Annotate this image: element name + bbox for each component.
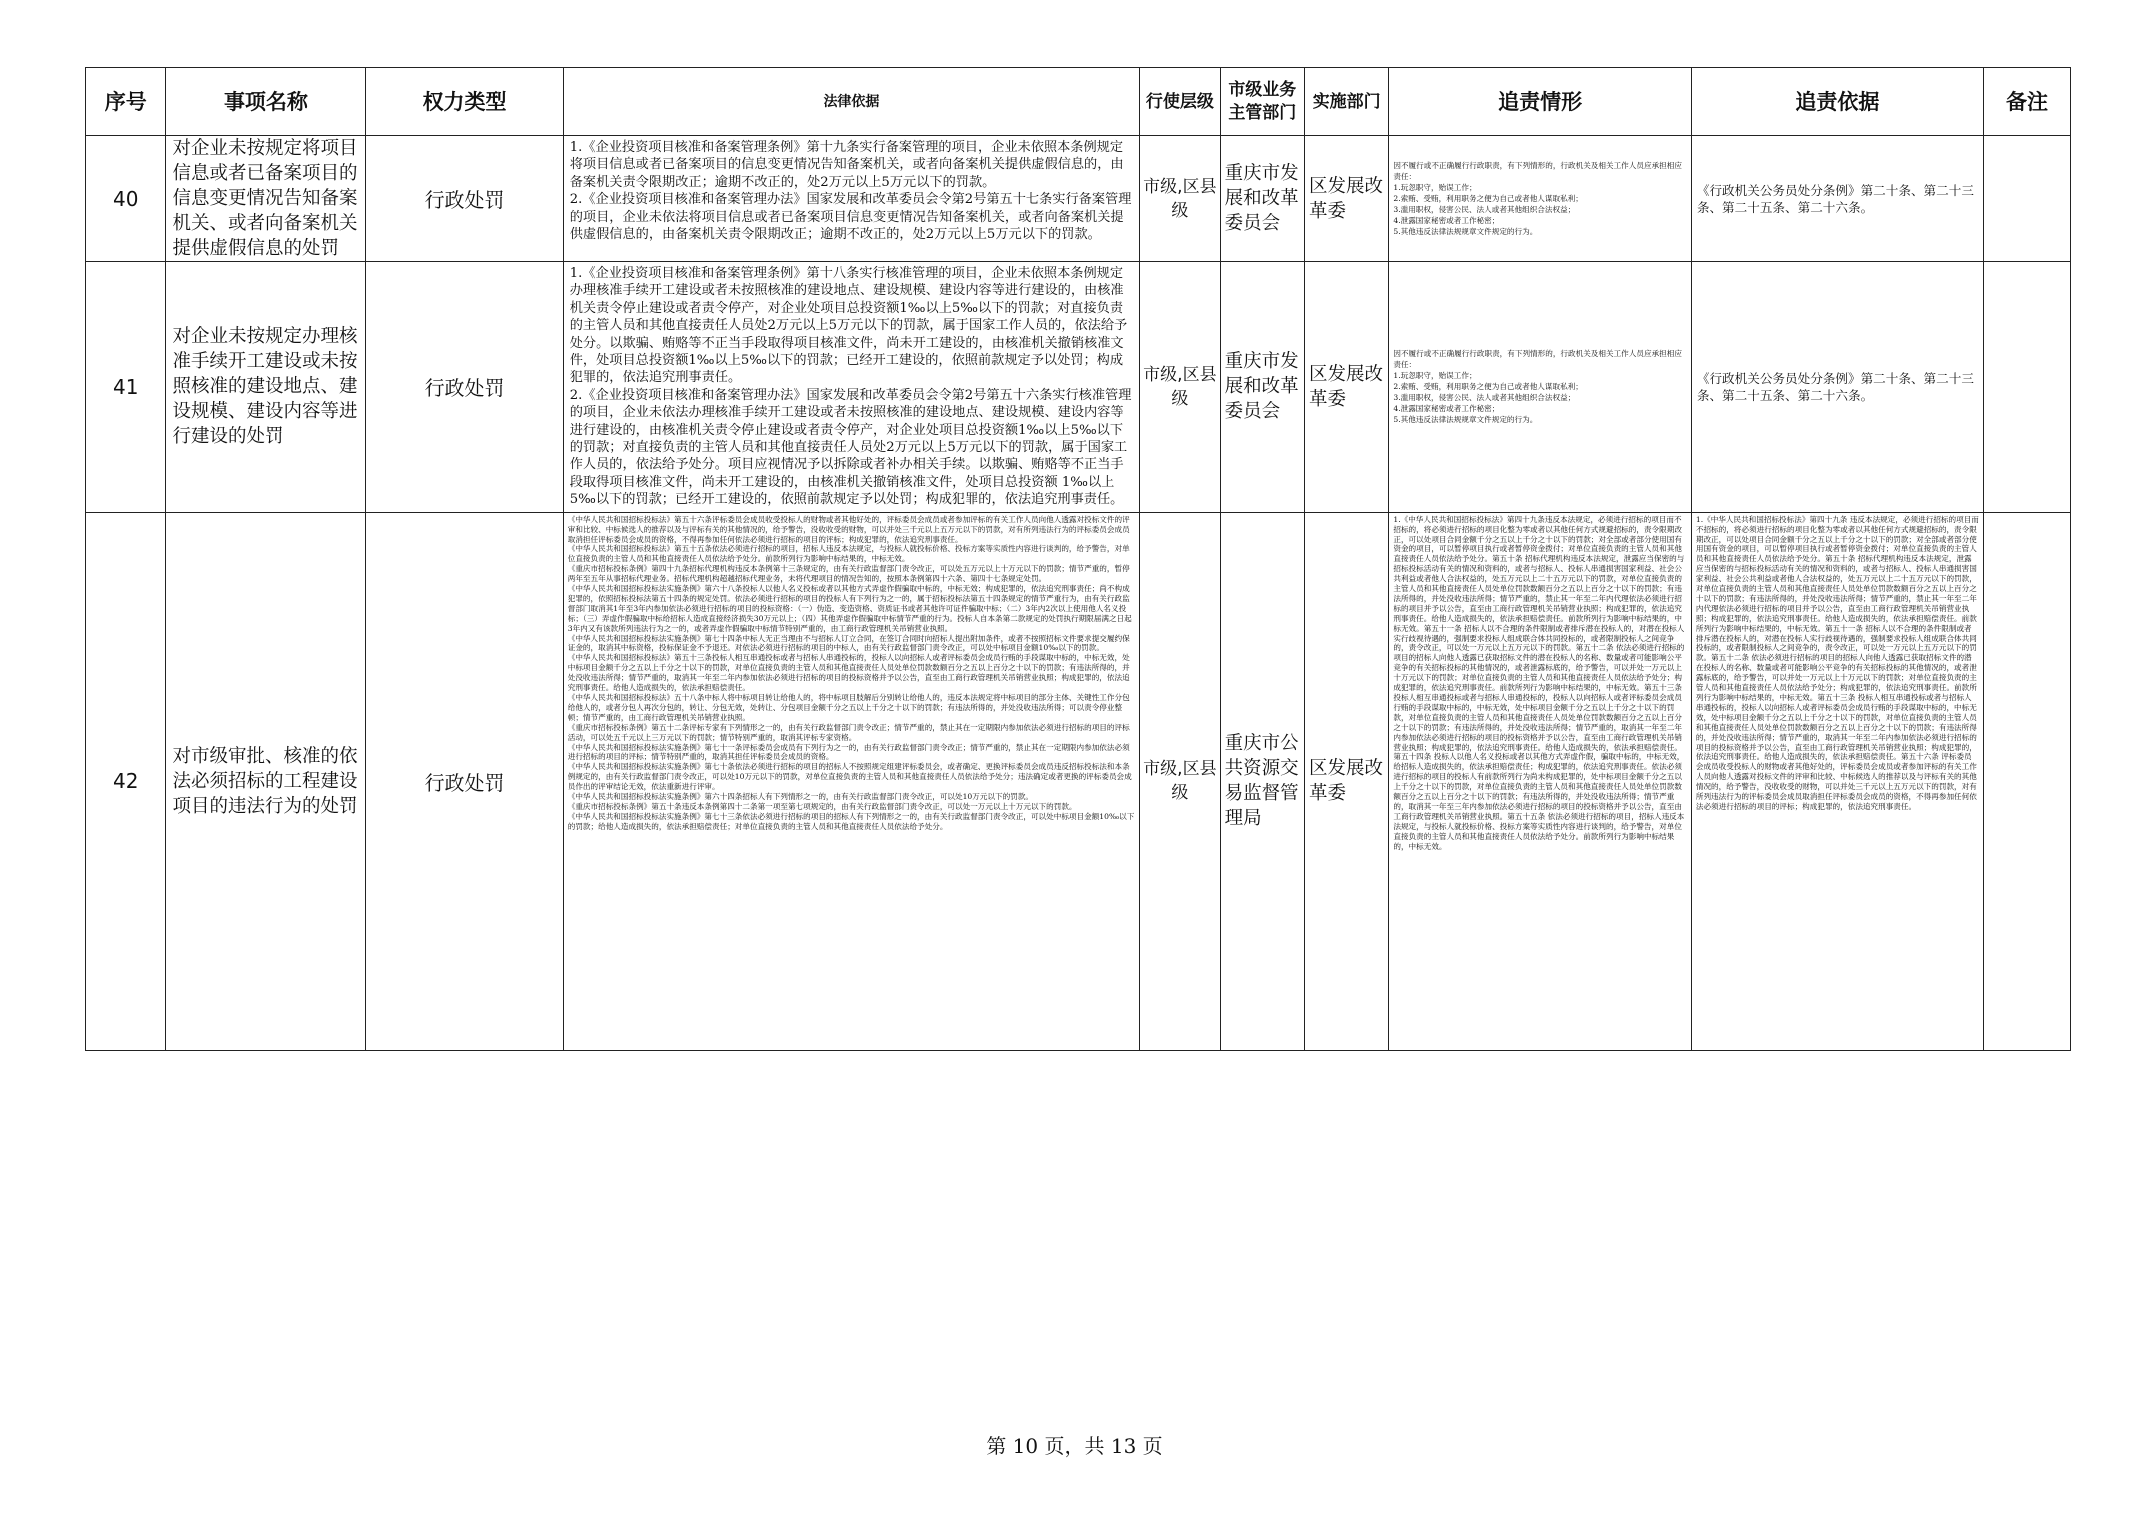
- header-duty-basis: 追责依据: [1691, 68, 1983, 136]
- row-no: 40: [86, 136, 166, 262]
- row-duty-basis: [1691, 512, 1983, 1050]
- table-row: [86, 512, 2071, 1050]
- row-duty-text: 因不履行或不正确履行行政职责，有下列情形的，行政机关及相关工作人员应承担相应责任： 1.玩忽职守，贻误工作； 2.索贿、受贿，利用职务之便为自己或者他人谋取私利； 3.滥用职权，侵害公民、法人或者其他组织合法权益； 4.泄露国家秘密或者工作秘密； 5.其他违反法律法规规章文件规定的行为。: [1393, 161, 1682, 236]
- row-duty: [1389, 136, 1691, 262]
- row-dept: 重庆市公共资源交易监督管理局: [1220, 512, 1304, 1050]
- row-duty-text: 1.《中华人民共和国招标投标法》第四十九条违反本法规定，必须进行招标的项目而不招标的，将必须进行招标的项目化整为零或者以其他任何方式规避招标的，责令限期改正，可以处项目合同金额千分之五以上千分之十以下的罚款；对全部或者部分使用国有资金的项目，可以暂停项目执行或者暂停资金拨付；对单位直接负责的主管人员和其他直接责任人员依法给予处分。第五十条 招标代理机构违反本法规定，泄露应当保密的与招标投标活动有关的情况和资料的，或者与招标人、投标人串通损害国家利益、社会公共利益或者他人合法权益的，处五万元以上二十五万元以下的罚款，对单位直接负责的主管人员和其他直接责任人员处单位罚款数额百分之五以上百分之十以下的罚款；有违法所得的，并处没收违法所得；情节严重的，禁止其一年至二年内代理依法必须进行招标的项目并予以公告，直至由工商行政管理机关吊销营业执照；构成犯罪的，依法追究刑事责任。给他人造成损失的，依法承担赔偿责任。前款所列行为影响中标结果的，中标无效。第五十一条 招标人以不合理的条件限制或者排斥潜在投标人的，对潜在投标人实行歧视待遇的，强制要求投标人组成联合体共同投标的，或者限制投标人之间竞争的，责令改正，可以处一万元以上五万元以下的罚款。第五十二条 依法必须进行招标的项目的招标人向他人透露已获取招标文件的潜在投标人的名称、数量或者可能影响公平竞争的有关招标投标的其他情况的，或者泄露标底的，给予警告，可以并处一万元以上十万元以下的罚款；对单位直接负责的主管人员和其他直接责任人员依法给予处分；构成犯罪的，依法追究刑事责任。前款所列行为影响中标结果的，中标无效。第五十三条 投标人相互串通投标或者与招标人串通投标的，投标人以向招标人或者评标委员会成员行贿的手段谋取中标的，中标无效，处中标项目金额千分之五以上千分之十以下的罚款，对单位直接负责的主管人员和其他直接责任人员处单位罚款数额百分之五以上百分之十以下的罚款；有违法所得的，并处没收违法所得；情节严重的，取消其一年至二年内参加依法必须进行招标的项目的投标资格并予以公告，直至由工商行政管理机关吊销营业执照；构成犯罪的，依法追究刑事责任。给他人造成损失的，依法承担赔偿责任。第五十四条 投标人以他人名义投标或者以其他方式弄虚作假，骗取中标的，中标无效，给招标人造成损失的，依法承担赔偿责任；构成犯罪的，依法追究刑事责任。依法必须进行招标的项目的投标人有前款所列行为尚未构成犯罪的，处中标项目金额千分之五以上千分之十以下的罚款，对单位直接负责的主管人员和其他直接责任人员处单位罚款数额百分之五以上百分之十以下的罚款；有违法所得的，并处没收违法所得；情节严重的，取消其一年至三年内参加依法必须进行招标的项目的投标资格并予以公告，直至由工商行政管理机关吊销营业执照。第五十五条 依法必须进行招标的项目，招标人违反本法规定，与投标人就投标价格、投标方案等实质性内容进行谈判的，给予警告，对单位直接负责的主管人员和其他直接责任人员依法给予处分。前款所列行为影响中标结果的，中标无效。: [1393, 514, 1685, 851]
- row-duty-text: 因不履行或不正确履行行政职责，有下列情形的，行政机关及相关工作人员应承担相应责任： 1.玩忽职守，贻误工作； 2.索贿、受贿，利用职务之便为自己或者他人谋取私利； 3.滥用职权，侵害公民、法人或者其他组织合法权益； 4.泄露国家秘密或者工作秘密； 5.其他违反法律法规规章文件规定的行为。: [1393, 349, 1682, 425]
- power-list-table: [85, 67, 2071, 1051]
- row-dept: 重庆市发展和改革委员会: [1220, 136, 1304, 262]
- page-footer: 第 10 页，共 13 页: [986, 1434, 1163, 1458]
- row-duty-basis: 《行政机关公务员处分条例》第二十条、第二十三条、第二十五条、第二十六条。: [1691, 136, 1983, 262]
- header-type: 权力类型: [366, 68, 563, 136]
- row-duty-basis: 《行政机关公务员处分条例》第二十条、第二十三条、第二十五条、第二十六条。: [1691, 262, 1983, 513]
- row-type: 行政处罚: [366, 262, 563, 513]
- header-impl: 实施部门: [1305, 68, 1389, 136]
- row-remark: [1983, 136, 2070, 262]
- row-remark: [1983, 262, 2070, 513]
- row-remark: [1983, 512, 2070, 1050]
- row-basis: [563, 262, 1139, 513]
- header-basis: 法律依据: [563, 68, 1139, 136]
- header-row: [86, 68, 2071, 136]
- header-level: 行使层级: [1140, 68, 1220, 136]
- row-basis-text: 1.《企业投资项目核准和备案管理条例》第十八条实行核准管理的项目，企业未依照本条例规定办理核准手续开工建设或者未按照核准的建设地点、建设规模、建设内容等进行建设的，由核准机关责令停止建设或者责令停产，对企业处项目总投资额1‰以上5‰以下的罚款；对直接负责的主管人员和其他直接责任人员处2万元以上5万元以下的罚款，属于国家工作人员的，依法给予处分。以欺骗、贿赂等不正当手段取得项目核准文件，尚未开工建设的，由核准机关撤销核准文件，处项目总投资额1‰以上5‰以下的罚款；已经开工建设的，依照前款规定予以处罚；构成犯罪的，依法追究刑事责任。 2.《企业投资项目核准和备案管理办法》国家发展和改革委员会令第2号第五十六条实行核准管理的项目，企业未依法办理核准手续开工建设或者未按照核准的建设地点、建设规模、建设内容等进行建设的，由核准机关责令停止建设或者责令停产，对企业处项目总投资额1‰以上5‰以下的罚款；对直接负责的主管人员和其他直接责任人员处2万元以上5万元以下的罚款，属于国家工作人员的，依法给予处分。项目应视情况予以拆除或者补办相关手续。以欺骗、贿赂等不正当手段取得项目核准文件，尚未开工建设的，由核准机关撤销核准文件，处项目总投资额 1‰以上5‰以下的罚款；已经开工建设的，依照前款规定予以处罚；构成犯罪的，依法追究刑事责任。: [569, 266, 1132, 508]
- row-impl: 区发展改革委: [1305, 512, 1389, 1050]
- header-no: 序号: [86, 68, 166, 136]
- row-dept: 重庆市发展和改革委员会: [1220, 262, 1304, 513]
- row-no: 42: [86, 512, 166, 1050]
- row-name: 对市级审批、核准的依法必须招标的工程建设项目的违法行为的处罚: [166, 512, 366, 1050]
- row-name: 对企业未按规定将项目信息或者已备案项目的信息变更情况告知备案机关、或者向备案机关提供虚假信息的处罚: [166, 136, 366, 262]
- row-impl: 区发展改革委: [1305, 262, 1389, 513]
- row-duty: [1389, 512, 1691, 1050]
- header-dept: 市级业务主管部门: [1220, 68, 1304, 136]
- row-level: 市级,区县级: [1140, 136, 1220, 262]
- row-duty-basis-text: 1.《中华人民共和国招标投标法》第四十九条 违反本法规定，必须进行招标的项目而不招标的，将必须进行招标的项目化整为零或者以其他任何方式规避招标的，责令限期改正，可以处项目合同金额千分之五以上千分之十以下的罚款；对全部或者部分使用国有资金的项目，可以暂停项目执行或者暂停资金拨付；对单位直接负责的主管人员和其他直接责任人员依法给予处分。第五十条 招标代理机构违反本法规定，泄露应当保密的与招标投标活动有关的情况和资料的，或者与招标人、投标人串通损害国家利益、社会公共利益或者他人合法权益的，处五万元以上二十五万元以下的罚款，对单位直接负责的主管人员和其他直接责任人员处单位罚款数额百分之五以上百分之十以下的罚款；有违法所得的，并处没收违法所得；情节严重的，禁止其一年至二年内代理依法必须进行招标的项目并予以公告，直至由工商行政管理机关吊销营业执照；构成犯罪的，依法追究刑事责任。给他人造成损失的，依法承担赔偿责任。前款所列行为影响中标结果的，中标无效。第五十一条 招标人以不合理的条件限制或者排斥潜在投标人的，对潜在投标人实行歧视待遇的，强制要求投标人组成联合体共同投标的，或者限制投标人之间竞争的，责令改正，可以处一万元以上五万元以下的罚款。第五十二条 依法必须进行招标的项目的招标人向他人透露已获取招标文件的潜在投标人的名称、数量或者可能影响公平竞争的有关招标投标的其他情况的，或者泄露标底的，给予警告，可以并处一万元以上十万元以下的罚款；对单位直接负责的主管人员和其他直接责任人员依法给予处分；构成犯罪的，依法追究刑事责任。前款所列行为影响中标结果的，中标无效。第五十三条 投标人相互串通投标或者与招标人串通投标的，投标人以向招标人或者评标委员会成员行贿的手段谋取中标的，中标无效，处中标项目金额千分之五以上千分之十以下的罚款，对单位直接负责的主管人员和其他直接责任人员处单位罚款数额百分之五以上百分之十以下的罚款；有违法所得的，并处没收违法所得；情节严重的，取消其一年至二年内参加依法必须进行招标的项目的投标资格并予以公告，直至由工商行政管理机关吊销营业执照；构成犯罪的，依法追究刑事责任。给他人造成损失的，依法承担赔偿责任。第五十六条 评标委员会成员收受投标人的财物或者其他好处的，评标委员会成员或者参加评标的有关工作人员向他人透露对投标文件的评审和比较、中标候选人的推荐以及与评标有关的其他情况的，给予警告，没收收受的财物，可以并处三千元以上五万元以下的罚款，对有所列违法行为的评标委员会成员取消担任评标委员会成员的资格，不得再参加任何依法必须进行招标的项目的评标；构成犯罪的，依法追究刑事责任。: [1695, 514, 1979, 811]
- header-remark: 备注: [1983, 68, 2070, 136]
- row-duty: [1389, 262, 1691, 513]
- row-basis-text: 1.《企业投资项目核准和备案管理条例》第十九条实行备案管理的项目，企业未依照本条例规定将项目信息或者已备案项目的信息变更情况告知备案机关，或者向备案机关提供虚假信息的，由备案机关责令限期改正；逾期不改正的，处2万元以上5万元以下的罚款。 2.《企业投资项目核准和备案管理办法》国家发展和改革委员会令第2号第五十七条实行备案管理的项目，企业未依法将项目信息或者已备案项目信息变更情况告知备案机关，或者向备案机关提供虚假信息的，由备案机关责令限期改正；逾期不改正的，处2万元以上5万元以下的罚款。: [569, 140, 1132, 243]
- row-name: 对企业未按规定办理核准手续开工建设或未按照核准的建设地点、建设规模、建设内容等进行建设的处罚: [166, 262, 366, 513]
- header-duty: 追责情形: [1389, 68, 1691, 136]
- row-level: 市级,区县级: [1140, 262, 1220, 513]
- row-impl: 区发展改革委: [1305, 136, 1389, 262]
- row-no: 41: [86, 262, 166, 513]
- row-basis: [563, 136, 1139, 262]
- row-type: 行政处罚: [366, 512, 563, 1050]
- row-basis-text: 《中华人民共和国招标投标法》第五十六条评标委员会成员收受投标人的财物或者其他好处的，评标委员会成员或者参加评标的有关工作人员向他人透露对投标文件的评审和比较、中标候选人的推荐以及与评标有关的其他情况的，给予警告，没收收受的财物，可以并处三千元以上五万元以下的罚款，对有所列违法行为的评标委员会成员取消担任评标委员会成员的资格，不得再参加任何依法必须进行招标的项目的评标；构成犯罪的，依法追究刑事责任。 《中华人民共和国招标投标法》第五十五条依法必须进行招标的项目，招标人违反本法规定，与投标人就投标价格、投标方案等实质性内容进行谈判的，给予警告，对单位直接负责的主管人员和其他直接责任人员依法给予处分。前款所列行为影响中标结果的，中标无效。 《重庆市招标投标条例》第四十九条招标代理机构违反本条例第十三条规定的，由有关行政监督部门责令改正，可以处五万元以上十万元以下的罚款；情节严重的，暂停两年至五年从事招标代理业务。招标代理机构超越招标代理业务，未将代理项目的情况告知的，按照本条例第四十六条、第四十七条规定处罚。 《中华人民共和国招标投标法实施条例》第六十八条投标人以他人名义投标或者以其他方式弄虚作假骗取中标的，中标无效；构成犯罪的，依法追究刑事责任；尚不构成犯罪的，依照招标投标法第五十四条的规定处罚。依法必须进行招标的项目的投标人有下列行为之一的，属于招标投标法第五十四条规定的情节严重行为，由有关行政监督部门取消其1年至3年内参加依法必须进行招标的项目的投标资格：（一）伪造、变造资格、资质证书或者其他许可证件骗取中标；（二）3年内2次以上使用他人名义投标；（三）弄虚作假骗取中标给招标人造成直接经济损失30万元以上；（四）其他弄虚作假骗取中标情节严重的行为。投标人自本条第二款规定的处罚执行期限届满之日起3年内又有该款所列违法行为之一的，或者弄虚作假骗取中标情节特别严重的，由工商行政管理机关吊销营业执照。 《中华人民共和国招标投标法实施条例》第七十四条中标人无正当理由不与招标人订立合同，在签订合同时向招标人提出附加条件，或者不按照招标文件要求提交履约保证金的，取消其中标资格，投标保证金不予退还。对依法必须进行招标的项目的中标人，由有关行政监督部门责令改正，可以处中标项目金额10‰以下的罚款。 《中华人民共和国招标投标法》第五十三条投标人相互串通投标或者与招标人串通投标的，投标人以向招标人或者评标委员会成员行贿的手段谋取中标的，中标无效，处中标项目金额千分之五以上千分之十以下的罚款，对单位直接负责的主管人员和其他直接责任人员处单位罚款数额百分之五以上百分之十以下的罚款；有违法所得的，并处没收违法所得；情节严重的，取消其一年至二年内参加依法必须进行招标的项目的投标资格并予以公告，直至由工商行政管理机关吊销营业执照；构成犯罪的，依法追究刑事责任。给他人造成损失的，依法承担赔偿责任。 《中华人民共和国招标投标法》五十八条中标人将中标项目转让给他人的，将中标项目肢解后分别转让给他人的，违反本法规定将中标项目的部分主体、关键性工作分包给他人的，或者分包人再次分包的，转让、分包无效，处转让、分包项目金额千分之五以上千分之十以下的罚款；有违法所得的，并处没收违法所得；可以责令停业整顿；情节严重的，由工商行政管理机关吊销营业执照。 《重庆市招标投标条例》第五十二条评标专家有下列情形之一的，由有关行政监督部门责令改正；情节严重的，禁止其在一定期限内参加依法必须进行招标的项目的评标活动，可以处五千元以上三万元以下的罚款；情节特别严重的，取消其评标专家资格。 《中华人民共和国招标投标法实施条例》第七十一条评标委员会成员有下列行为之一的，由有关行政监督部门责令改正；情节严重的，禁止其在一定期限内参加依法必须进行招标的项目的评标；情节特别严重的，取消其担任评标委员会成员的资格。 《中华人民共和国招标投标法实施条例》第七十条依法必须进行招标的项目的招标人不按照规定组建评标委员会，或者确定、更换评标委员会成员违反招标投标法和本条例规定的，由有关行政监督部门责令改正，可以处10万元以下的罚款，对单位直接负责的主管人员和其他直接责任人员依法给予处分；违法确定或者更换的评标委员会成员作出的评审结论无效，依法重新进行评审。 《中华人民共和国招标投标法实施条例》第六十四条招标人有下列情形之一的，由有关行政监督部门责令改正，可以处10万元以下的罚款。 《重庆市招标投标条例》第五十条违反本条例第四十二条第一项至第七项规定的，由有关行政监督部门责令改正，可以处一万元以上十万元以下的罚款。 《中华人民共和国招标投标法实施条例》第七十三条依法必须进行招标的项目的招标人有下列情形之一的，由有关行政监督部门责令改正，可以处中标项目金额10‰以下的罚款；给他人造成损失的，依法承担赔偿责任；对单位直接负责的主管人员和其他直接责任人员依法给予处分。: [567, 514, 1135, 831]
- row-basis: [563, 512, 1139, 1050]
- table-row: [86, 262, 2071, 513]
- table-row: [86, 136, 2071, 262]
- header-name: 事项名称: [166, 68, 366, 136]
- row-type: 行政处罚: [366, 136, 563, 262]
- row-level: 市级,区县级: [1140, 512, 1220, 1050]
